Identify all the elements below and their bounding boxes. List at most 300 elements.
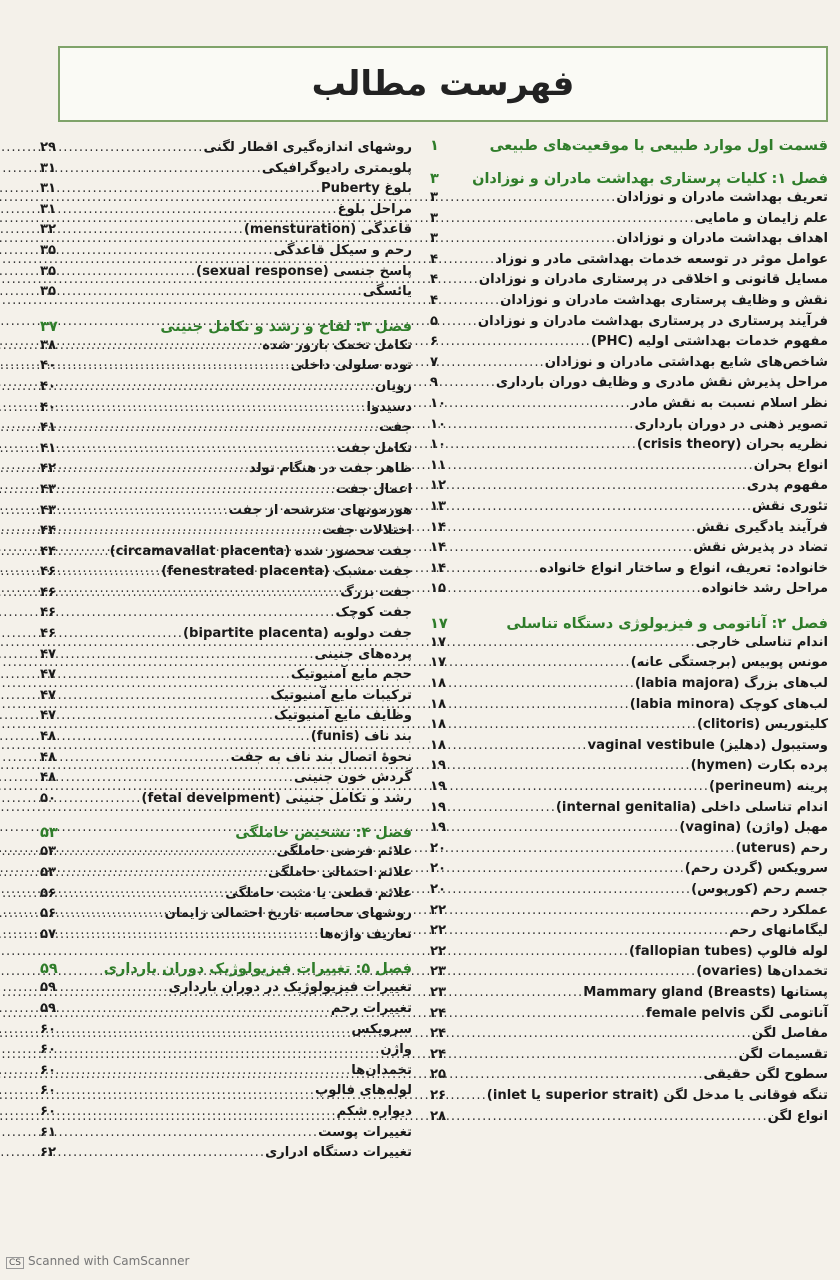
dot-leader: [456, 559, 539, 580]
dot-leader: [66, 842, 277, 863]
entry-label: مراحل بلوغ: [337, 201, 412, 217]
toc-entry[interactable]: [40, 789, 412, 810]
dot-leader: [66, 686, 270, 707]
toc-entry[interactable]: [430, 476, 828, 497]
entry-page: ۷: [430, 354, 439, 370]
entry-page: ۴۸: [40, 770, 57, 786]
toc-entry[interactable]: [430, 270, 828, 291]
dot-leader: [66, 159, 262, 180]
toc-entry[interactable]: [430, 777, 828, 798]
entry-page: ۴۳: [40, 481, 57, 497]
toc-entry[interactable]: [430, 798, 828, 819]
entry-page: ۴۳: [40, 502, 57, 518]
toc-entry[interactable]: [430, 353, 828, 374]
dot-leader: [66, 645, 315, 666]
entry-label: اختلالات جفت: [321, 523, 412, 539]
entry-page: ۴۷: [40, 646, 57, 662]
entry-label: تغییرات دستگاه ادراری: [265, 1145, 412, 1161]
toc-entry[interactable]: [430, 209, 828, 230]
entry-label: نظریه بحران (crisis theory): [636, 437, 828, 453]
dot-leader: [456, 456, 754, 477]
chapter-page: ۳: [430, 171, 439, 187]
entry-label: گردش خون جنینی: [293, 770, 412, 786]
toc-entry[interactable]: [40, 459, 412, 480]
toc-entry[interactable]: [430, 518, 828, 539]
toc-entry[interactable]: [40, 220, 412, 241]
entry-label: خانواده: تعریف، انواع و ساختار انواع خانواده: [539, 560, 828, 576]
dot-leader: [456, 695, 630, 716]
dot-leader: [66, 1040, 380, 1061]
entry-page: ۵۶: [40, 885, 57, 901]
toc-entry[interactable]: [40, 501, 412, 522]
entry-label: جفت: [379, 420, 412, 436]
entry-label: علائم فرضی حاملگی: [276, 844, 412, 860]
entry-page: ۴۴: [40, 543, 57, 559]
toc-entry[interactable]: [430, 942, 828, 963]
toc-entry[interactable]: [430, 332, 828, 353]
entry-page: ۲۴: [430, 1026, 447, 1042]
dot-leader: [456, 435, 637, 456]
entry-page: ۱۸: [430, 717, 447, 733]
entry-label: رویان: [375, 378, 412, 394]
toc-entry[interactable]: [430, 497, 828, 518]
dot-leader: [456, 839, 736, 860]
dot-leader: [66, 179, 321, 200]
entry-label: جسم رحم (کورپوس): [691, 882, 828, 897]
entry-label: تضاد در پذیرش نقش: [693, 540, 828, 556]
entry-label: پستانها (Mammary gland (Breasts: [583, 984, 828, 1000]
dot-leader: [66, 398, 367, 419]
entry-page: ۳۵: [40, 242, 57, 258]
toc-entry[interactable]: [40, 1081, 412, 1102]
entry-page: ۲۰: [430, 840, 447, 856]
toc-entry[interactable]: [430, 229, 828, 250]
entry-page: ۶۰: [40, 1021, 57, 1037]
entry-page: ۴۰: [40, 378, 57, 394]
dot-leader: [456, 579, 702, 600]
chapter-title: فصل ۴: تشخیص حاملگی: [235, 825, 412, 842]
entry-page: ۴۴: [40, 523, 57, 539]
dot-leader: [456, 736, 587, 757]
entry-page: ۲۳: [430, 964, 447, 980]
entry-label: سرویکس: [351, 1021, 412, 1037]
dot-leader: [66, 999, 331, 1020]
dot-leader: [456, 818, 679, 839]
dot-leader: [456, 1107, 768, 1128]
toc-entry[interactable]: [40, 200, 412, 221]
entry-label: کلیتوریس (clitoris): [696, 717, 828, 733]
entry-label: اندام تناسلی داخلی (internal genitalia): [555, 799, 828, 815]
entry-page: ۳۱: [40, 181, 57, 197]
entry-label: دیواره شکم: [336, 1103, 412, 1119]
chapter-page: ۱۷: [430, 615, 448, 632]
entry-label: پرده‌های جنینی: [314, 646, 412, 662]
entry-page: ۴۶: [40, 564, 57, 580]
chapter-title: فصل ۱: کلیات پرستاری بهداشت مادران و نوزادان: [472, 171, 828, 187]
dot-leader: [66, 1020, 351, 1041]
right-column: [430, 138, 828, 1127]
toc-entry[interactable]: [40, 1123, 412, 1144]
entry-page: ۲۲: [430, 943, 447, 959]
dot-leader: [456, 674, 635, 695]
toc-entry[interactable]: [40, 603, 412, 624]
entry-page: ۳: [430, 190, 439, 205]
entry-label: سرویکس (گردن رحم): [684, 861, 828, 877]
entry-page: ۳۱: [40, 201, 57, 217]
entry-page: ۴۰: [40, 399, 57, 415]
scanner-text: Scanned with CamScanner: [28, 1254, 190, 1268]
entry-page: ۴۶: [40, 626, 57, 642]
entry-label: تکامل تخمک بارور شده: [262, 337, 412, 353]
dot-leader: [66, 459, 249, 480]
dot-leader: [66, 480, 336, 501]
entry-page: ۴: [430, 251, 439, 267]
dot-leader: [456, 1065, 704, 1086]
dot-leader: [66, 863, 268, 884]
toc-entry[interactable]: [430, 633, 828, 654]
toc-entry[interactable]: [430, 901, 828, 922]
chapter-heading: [430, 616, 828, 633]
toc-entry[interactable]: [430, 579, 828, 600]
entry-label: تقسیمات لگن: [738, 1046, 828, 1062]
entry-label: پلویمتری رادیوگرافیکی: [261, 160, 412, 176]
toc-entry[interactable]: [430, 715, 828, 736]
toc-entry[interactable]: [40, 665, 412, 686]
scanner-footer: [6, 1254, 189, 1269]
dot-leader: [66, 1061, 351, 1082]
dot-leader: [456, 291, 500, 312]
toc-entry[interactable]: [430, 736, 828, 757]
entry-page: ۲۳: [430, 984, 447, 1000]
entry-label: مفاصل لگن: [751, 1026, 828, 1042]
dot-leader: [66, 748, 231, 769]
entry-label: تخمدان‌ها (ovaries): [696, 964, 828, 980]
entry-page: ۴۸: [40, 749, 57, 765]
toc-entry[interactable]: [40, 439, 412, 460]
toc-entry[interactable]: [430, 880, 828, 901]
toc-entry[interactable]: [430, 291, 828, 312]
dot-leader: [66, 282, 363, 303]
entry-label: عوامل موثر در توسعه خدمات بهداشتی مادر و نوزاد: [495, 251, 828, 267]
entry-label: بلوغ Puberty: [320, 181, 412, 197]
entry-page: ۶۰: [40, 1042, 57, 1058]
toc-entry[interactable]: [430, 695, 828, 716]
toc-entry[interactable]: [40, 159, 412, 180]
toc-entry[interactable]: [430, 559, 828, 580]
entry-page: ۲۶: [430, 1087, 447, 1103]
toc-entry[interactable]: [40, 398, 412, 419]
chapter-title: قسمت اول موارد طبیعی با موقعیت‌های طبیعی: [489, 138, 828, 154]
toc-entry[interactable]: [430, 653, 828, 674]
chapter-title: فصل ۵: تغییرات فیزیولوژیک دوران بارداری: [103, 961, 412, 978]
toc-entry[interactable]: [40, 356, 412, 377]
toc-entry[interactable]: [430, 538, 828, 559]
entry-label: جفت مشبک (fenestrated placenta): [161, 564, 412, 580]
toc-entry[interactable]: [40, 842, 412, 863]
dot-leader: [66, 521, 322, 542]
entry-label: روشهای محاسبه تاریخ احتمالی زایمان: [164, 906, 412, 922]
toc-entry[interactable]: [40, 262, 412, 283]
toc-entry[interactable]: [430, 859, 828, 880]
entry-page: ۱۹: [430, 820, 447, 836]
dot-leader: [456, 798, 556, 819]
entry-label: مفهوم خدمات بهداشتی اولیه (PHC): [590, 334, 828, 350]
dot-leader: [456, 353, 545, 374]
dot-leader: [456, 1004, 646, 1025]
entry-label: مونس پوبیس (برجستگی عانه): [630, 655, 828, 671]
toc-entry[interactable]: [40, 1102, 412, 1123]
toc-entry[interactable]: [430, 456, 828, 477]
toc-entry[interactable]: [40, 1143, 412, 1164]
entry-page: ۴: [430, 292, 439, 308]
toc-entry[interactable]: [40, 748, 412, 769]
dot-leader: [456, 312, 478, 333]
dot-leader: [66, 884, 225, 905]
chapter-page: ۵۹: [40, 961, 58, 978]
dot-leader: [66, 562, 161, 583]
entry-label: جفت کوچک: [335, 605, 412, 621]
entry-label: نحوهٔ اتصال بند ناف به جفت: [230, 749, 412, 765]
toc-entry[interactable]: [430, 188, 828, 209]
toc-entry[interactable]: [40, 138, 412, 159]
page-title: فهرست مطالب: [311, 64, 575, 104]
toc-entry[interactable]: [430, 1107, 828, 1128]
dot-leader: [456, 497, 752, 518]
dot-leader: [456, 921, 729, 942]
dot-leader: [66, 439, 337, 460]
toc-entry[interactable]: [430, 312, 828, 333]
entry-page: ۶: [430, 334, 439, 350]
dot-leader: [456, 415, 634, 436]
entry-label: مراحل رشد خانواده: [701, 581, 828, 597]
dot-leader: [66, 624, 183, 645]
entry-page: ۴۶: [40, 584, 57, 600]
toc-entry[interactable]: [430, 818, 828, 839]
entry-page: ۲۲: [430, 923, 447, 939]
toc-entry[interactable]: [40, 978, 412, 999]
dot-leader: [66, 768, 294, 789]
entry-label: جفت بزرگ: [340, 584, 412, 600]
entry-page: ۱۹: [430, 758, 447, 774]
toc-entry[interactable]: [430, 1086, 828, 1107]
section-gap: [40, 945, 412, 961]
toc-entry[interactable]: [430, 435, 828, 456]
entry-label: دسیدوا: [366, 399, 412, 415]
entry-page: ۱۳: [430, 498, 447, 514]
dot-leader: [66, 1081, 315, 1102]
toc-entry[interactable]: [40, 562, 412, 583]
dot-leader: [66, 789, 141, 810]
entry-page: ۱۵: [430, 581, 447, 597]
entry-page: ۲۸: [430, 1108, 447, 1124]
toc-entry[interactable]: [430, 674, 828, 695]
entry-page: ۴۸: [40, 729, 57, 745]
entry-page: ۱۰: [430, 416, 447, 432]
entry-label: رحم (uterus): [735, 840, 828, 856]
entry-label: عملکرد رحم: [750, 902, 828, 918]
toc-entry[interactable]: [40, 336, 412, 357]
dot-leader: [456, 777, 709, 798]
toc-entry[interactable]: [430, 962, 828, 983]
toc-entry[interactable]: [40, 418, 412, 439]
toc-entry[interactable]: [40, 727, 412, 748]
toc-entry[interactable]: [430, 756, 828, 777]
entry-page: ۱۸: [430, 737, 447, 753]
toc-entry[interactable]: [40, 624, 412, 645]
toc-entry[interactable]: [40, 1040, 412, 1061]
dot-leader: [66, 220, 244, 241]
entry-page: ۴۲: [40, 461, 57, 477]
toc-entry[interactable]: [430, 415, 828, 436]
entry-label: پاسخ جنسی (sexual response): [196, 263, 412, 279]
entry-label: رشد و تکامل جنینی (fetal develpment): [141, 790, 412, 806]
toc-entry[interactable]: [40, 179, 412, 200]
dot-leader: [66, 418, 379, 439]
dot-leader: [66, 603, 336, 624]
chapter-heading: [40, 825, 412, 842]
entry-page: ۴۷: [40, 667, 57, 683]
dot-leader: [456, 653, 631, 674]
entry-label: رحم و سیکل قاعدگی: [273, 242, 412, 258]
entry-label: حجم مایع آمنیوتیک: [290, 667, 412, 683]
section-gap: [40, 303, 412, 319]
toc-entry[interactable]: [40, 1020, 412, 1041]
entry-label: لوله فالوپ (fallopian tubes): [629, 943, 828, 959]
entry-page: ۶۱: [40, 1124, 57, 1140]
toc-entry[interactable]: [40, 904, 412, 925]
toc-entry[interactable]: [430, 921, 828, 942]
dot-leader: [456, 538, 693, 559]
dot-leader: [456, 756, 691, 777]
dot-leader: [66, 200, 338, 221]
entry-page: ۳۵: [40, 263, 57, 279]
entry-page: ۲۲: [430, 902, 447, 918]
dot-leader: [66, 727, 311, 748]
toc-entry[interactable]: [430, 373, 828, 394]
toc-section: [430, 171, 828, 600]
toc-entry[interactable]: [430, 1065, 828, 1086]
toc-section: [430, 138, 828, 155]
toc-entry[interactable]: [40, 282, 412, 303]
dot-leader: [66, 138, 204, 159]
entry-page: ۶۰: [40, 1062, 57, 1078]
dot-leader: [66, 904, 165, 925]
entry-label: اندام تناسلی خارجی: [695, 634, 828, 650]
dot-leader: [66, 1123, 318, 1144]
entry-page: ۱۴: [430, 560, 447, 576]
toc-entry[interactable]: [40, 645, 412, 666]
dot-leader: [456, 394, 631, 415]
entry-label: نظر اسلام نسبت به نقش مادر: [630, 395, 828, 411]
toc-entry[interactable]: [430, 250, 828, 271]
chapter-page: ۵۳: [40, 825, 58, 842]
toc-section: [40, 138, 412, 303]
entry-page: ۲۵: [430, 1067, 447, 1083]
entry-page: ۵۰: [40, 790, 57, 806]
dot-leader: [66, 583, 340, 604]
toc-entry[interactable]: [40, 583, 412, 604]
toc-entry[interactable]: [430, 1024, 828, 1045]
chapter-heading: [40, 961, 412, 978]
dot-leader: [66, 241, 274, 262]
entry-label: لیگامانهای رحم: [729, 923, 828, 939]
dot-leader: [456, 633, 696, 654]
toc-entry[interactable]: [430, 1004, 828, 1025]
entry-page: ۱۴: [430, 519, 447, 535]
dot-leader: [66, 1102, 337, 1123]
toc-entry[interactable]: [40, 1061, 412, 1082]
entry-page: ۲۹: [40, 140, 57, 155]
entry-page: ۹: [430, 375, 439, 391]
entry-label: تخمدان‌ها: [351, 1062, 412, 1078]
toc-entry[interactable]: [40, 925, 412, 946]
toc-entry[interactable]: [430, 983, 828, 1004]
dot-leader: [66, 262, 196, 283]
dot-leader: [66, 501, 229, 522]
entry-label: اهداف بهداشت مادران و نوزادان: [616, 231, 828, 247]
chapter-heading: [430, 171, 828, 188]
toc-entry[interactable]: [430, 394, 828, 415]
dot-leader: [456, 1086, 487, 1107]
entry-label: پرده بکارت (hymen): [690, 758, 828, 774]
toc-entry[interactable]: [40, 542, 412, 563]
entry-page: ۲۰: [430, 861, 447, 877]
toc-entry[interactable]: [40, 377, 412, 398]
entry-label: مهبل (واژن) (vagina): [679, 820, 828, 836]
entry-page: ۵۹: [40, 1000, 57, 1016]
entry-label: مراحل پذیرش نقش مادری و وظایف دوران بارداری: [495, 375, 828, 391]
dot-leader: [456, 942, 629, 963]
entry-label: لب‌های بزرگ (labia majora): [634, 676, 828, 692]
toc-entry[interactable]: [40, 999, 412, 1020]
entry-label: وستیبول (دهلیز) vaginal vestibule: [587, 737, 828, 753]
chapter-title: فصل ۳: لقاح و رشد و تکامل جنینی: [160, 318, 412, 335]
toc-entry[interactable]: [40, 686, 412, 707]
dot-leader: [456, 1024, 752, 1045]
dot-leader: [456, 476, 747, 497]
toc-entry[interactable]: [40, 521, 412, 542]
dot-leader: [456, 188, 616, 209]
entry-label: تعریف بهداشت مادران و نوزادان: [616, 190, 828, 205]
toc-entry[interactable]: [40, 706, 412, 727]
dot-leader: [456, 962, 696, 983]
entry-page: ۵۳: [40, 865, 57, 880]
toc-entry[interactable]: [40, 480, 412, 501]
entry-page: ۲۰: [430, 882, 447, 897]
chapter-heading: [430, 138, 828, 155]
toc-entry[interactable]: [40, 768, 412, 789]
toc-entry[interactable]: [40, 241, 412, 262]
entry-label: جفت دولوبه (bipartite placenta): [182, 626, 412, 642]
toc-entry[interactable]: [430, 1045, 828, 1066]
entry-page: ۳۸: [40, 337, 57, 353]
entry-label: شاخص‌های شایع بهداشتی مادران و نوزادان: [544, 354, 828, 370]
entry-page: ۶۲: [40, 1145, 57, 1161]
left-column: [40, 138, 412, 1164]
entry-label: علم زایمان و مامایی: [694, 210, 828, 226]
toc-entry[interactable]: [40, 863, 412, 884]
toc-entry[interactable]: [40, 884, 412, 905]
entry-label: مفهوم پدری: [746, 478, 828, 494]
toc-entry[interactable]: [430, 839, 828, 860]
entry-label: نقش و وظایف پرستاری بهداشت مادران و نوزادان: [500, 292, 828, 308]
dot-leader: [456, 250, 495, 271]
entry-page: ۵۹: [40, 980, 57, 996]
entry-page: ۳: [430, 231, 439, 247]
entry-label: تکامل جفت: [336, 440, 412, 456]
entry-label: یائسگی: [362, 284, 412, 300]
entry-label: علائم قطعی یا مثبت حاملگی: [225, 885, 412, 901]
